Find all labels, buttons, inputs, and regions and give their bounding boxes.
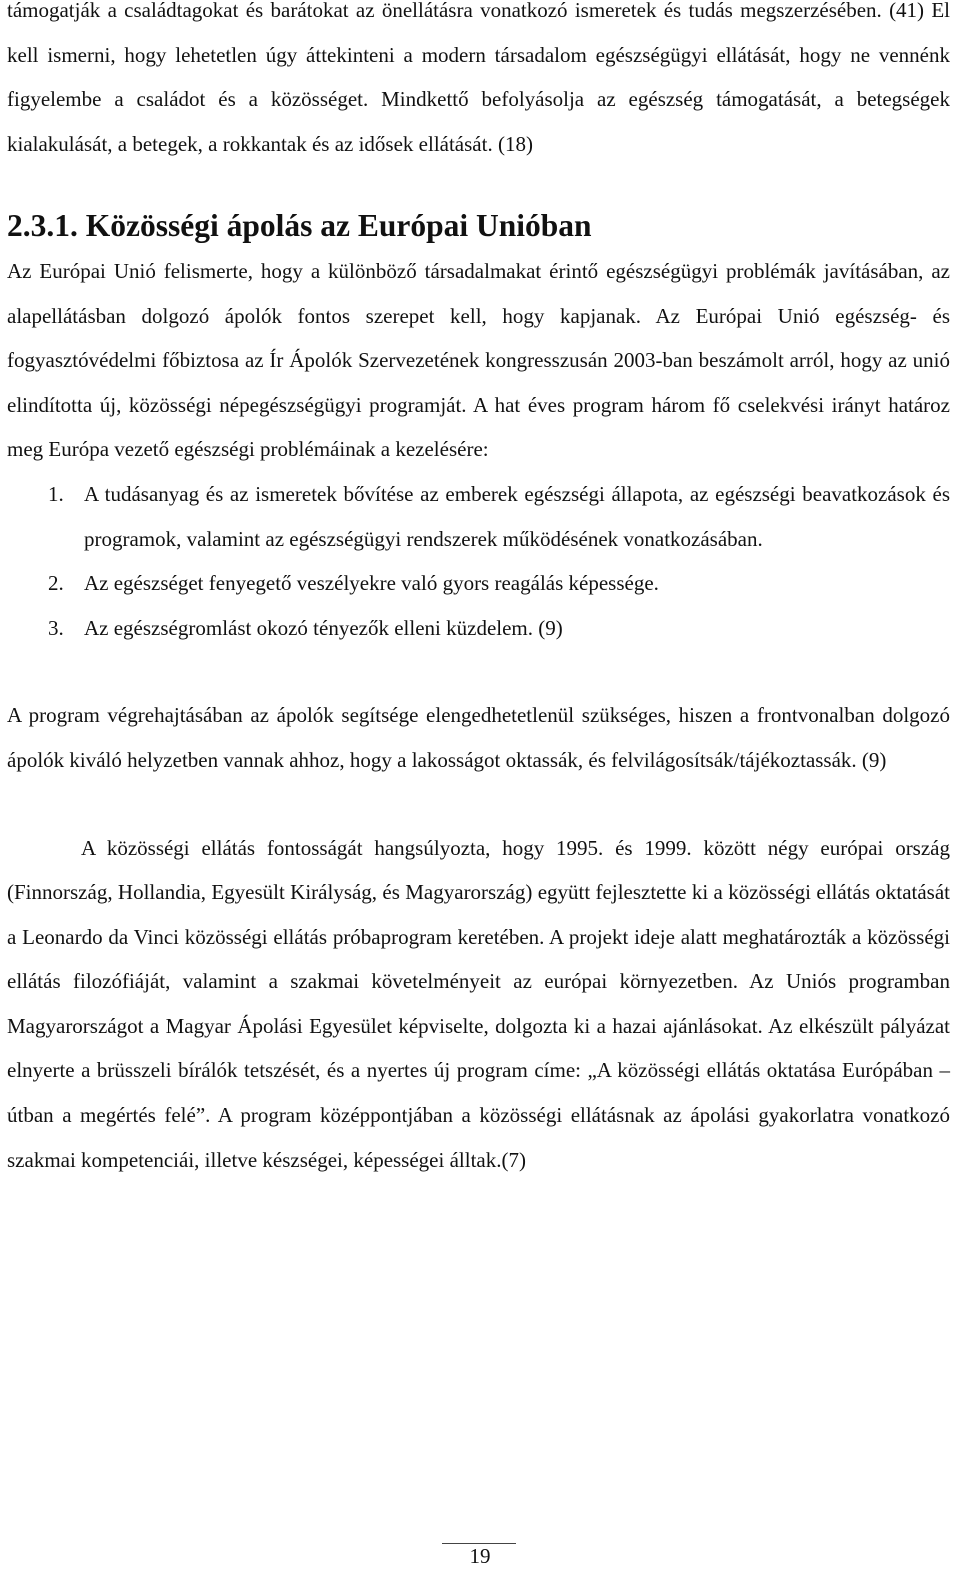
program-paragraph: A program végrehajtásában az ápolók segítsége elengedhetetlenül szükséges, hiszen a frontvonalban dolgozó ápolók kiváló helyzetben vannak ahhoz, hogy a lakosságot oktassák, és felvilágosítsák/tájékoztassák. (9) — [7, 703, 950, 772]
list-item — [7, 561, 950, 606]
section-paragraph: Az Európai Unió felismerte, hogy a különböző társadalmakat érintő egészségügyi problémák javításában, az alapellátásban dolgozó ápolók fontos szerepet kell, hogy kapjanak. Az Európai Unió egészség- és fogyasztóvédelmi főbiztosa az Ír Ápolók Szervezetének kongresszusán 2003-ban beszámolt arról, hogy az unió elindította új, közösségi népegészségügyi programját. A hat éves program három fő cselekvési irányt határoz meg Európa vezető egészségi problémáinak a kezelésére: — [7, 258, 950, 462]
list-item-number: 1. — [48, 481, 64, 506]
list-item-number: 2. — [48, 571, 64, 596]
document-page — [7, 0, 950, 1182]
list-item-text: Az egészségromlást okozó tényezők elleni küzdelem. (9) — [84, 615, 563, 640]
numbered-list — [7, 472, 950, 650]
list-item — [7, 472, 950, 561]
list-item-text: A tudásanyag és az ismeretek bővítése az emberek egészségi állapota, az egészségi beavatkozások és programok, valamint az egészségügyi rendszerek működésének vonatkozásában. — [84, 481, 950, 551]
intro-paragraph: támogatják a családtagokat és barátokat az önellátásra vonatkozó ismeretek és tudás megszerzésében. (41) El kell ismerni, hogy lehetetlen úgy áttekinteni a modern társadalom egészségügyi ellátását, hogy ne vennénk figyelembe a családot és a közösséget. Mindkettő befolyásolja az egészség támogatását, a betegségek kialakulását, a betegek, a rokkantak és az idősek ellátását. (18) — [7, 0, 950, 156]
section-heading: 2.3.1. Közösségi ápolás az Európai Unióban — [7, 208, 592, 244]
list-item-number: 3. — [48, 615, 64, 640]
final-paragraph: A közösségi ellátás fontosságát hangsúlyozta, hogy 1995. és 1999. között négy európai ország (Finnország, Hollandia, Egyesült Királyság, és Magyarország) együtt fejlesztette ki a közösségi ellátás oktatását a Leonardo da Vinci közösségi ellátás próbaprogram keretében. A projekt ideje alatt meghatározták a közösségi ellátás filozófiáját, valamint a szakmai követelményeit az európai környezetben. Az Uniós programban Magyarországot a Magyar Ápolási Egyesület képviselte, dolgozta ki a hazai ajánlásokat. Az elkészült pályázat elnyerte a brüsszeli bírálók tetszését, és a nyertes új program címe: „A közösségi ellátás oktatása Európában – útban a megértés felé”. A program középpontjában a közösségi ellátásnak az ápolási gyakorlatra vonatkozó szakmai kompetenciái, illetve készségei, képességei álltak.(7) — [7, 835, 950, 1172]
list-item — [7, 606, 950, 651]
list-item-text: Az egészséget fenyegető veszélyekre való gyors reagálás képessége. — [84, 571, 659, 596]
page-number: 19 — [469, 1544, 491, 1568]
